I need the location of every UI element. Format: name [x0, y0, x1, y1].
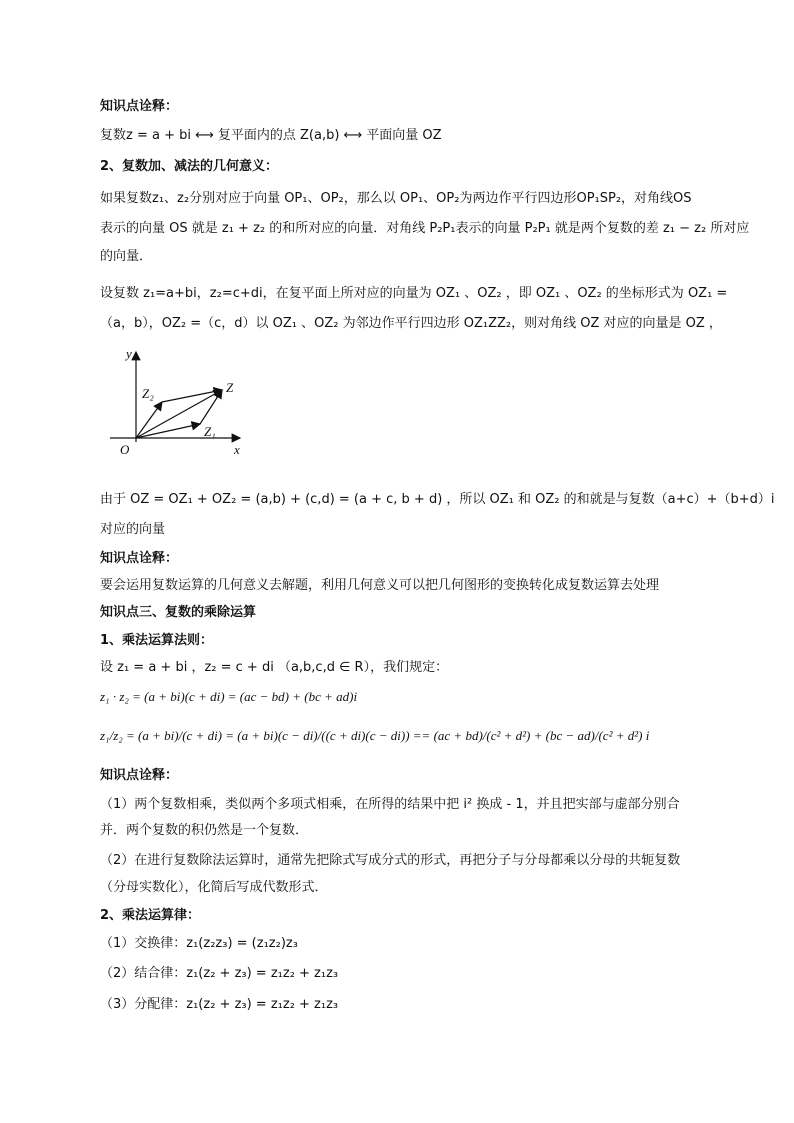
text-line: 如果复数z₁、z₂分别对应于向量 OP₁、OP₂，那么以 OP₁、OP₂为两边作平行四边形OP₁SP₂，对角线OS — [100, 191, 692, 206]
vector-oz1 — [136, 424, 200, 438]
section-heading: 知识点三、复数的乘除运算 — [100, 605, 257, 620]
point-label-z: Z — [226, 380, 234, 395]
vector-diagram — [100, 342, 260, 462]
text-line: 设复数 z₁=a+bi，z₂=c+di，在复平面上所对应的向量为 OZ₁ 、OZ₂ ，即 OZ₁ 、OZ₂ 的坐标形式为 OZ₁ = — [100, 286, 728, 301]
axis-label-y: y — [126, 346, 132, 361]
section-heading: 2、复数加、减法的几何意义： — [100, 159, 279, 174]
point-label-z1: Z₁ — [204, 424, 216, 439]
formula-line: z₁/z₂ = (a + bi)/(c + di) = (a + bi)(c − di)/((c + di)(c − di)) == (ac + bd)/(c² + d²) + (bc − ad)/(c² + d²) i — [100, 728, 650, 743]
text-line: （1）两个复数相乘，类似两个多项式相乘，在所得的结果中把 i² 换成 - 1，并且把实部与虚部分别合 — [100, 797, 680, 812]
text-line: （a，b），OZ₂ =（c，d）以 OZ₁ 、OZ₂ 为邻边作平行四边形 OZ₁ZZ₂，则对角线 OZ 对应的向量是 OZ ， — [100, 316, 722, 331]
text-line: 设 z₁ = a + bi ，z₂ = c + di （a,b,c,d ∈ R），我们规定： — [100, 660, 449, 675]
section-label: 知识点诠释： — [100, 99, 179, 114]
text-line: （1）交换律：z₁(z₂z₃) = (z₁z₂)z₃ — [100, 936, 298, 951]
axis-label-x: x — [234, 442, 240, 457]
text-line: 由于 OZ = OZ₁ + OZ₂ = (a,b) + (c,d) = (a + c, b + d) ，所以 OZ₁ 和 OZ₂ 的和就是与复数（a+c）+（b+d）i — [100, 492, 775, 507]
subsection-heading: 2、乘法运算律： — [100, 908, 201, 923]
text-line: 的向量． — [100, 249, 153, 264]
text-line: （2）在进行复数除法运算时，通常先把除式写成分式的形式，再把分子与分母都乘以分母的共轭复数 — [100, 853, 681, 868]
subsection-heading: 1、乘法运算法则： — [100, 633, 214, 648]
text-line: 复数z = a + bi ⟷ 复平面内的点 Z(a,b) ⟷ 平面向量 OZ — [100, 128, 442, 143]
parallelogram-figure — [100, 342, 260, 462]
text-line: 表示的向量 OS 就是 z₁ + z₂ 的和所对应的向量．对角线 P₂P₁表示的向量 P₂P₁ 就是两个复数的差 z₁ − z₂ 所对应 — [100, 221, 750, 236]
text-line: 对应的向量 — [100, 522, 166, 537]
text-line: （分母实数化），化简后写成代数形式． — [100, 880, 328, 895]
text-line: （2）结合律：z₁(z₂ + z₃) = z₁z₂ + z₁z₃ — [100, 966, 339, 981]
section-label: 知识点诠释： — [100, 551, 179, 566]
point-label-z2: Z₂ — [142, 386, 154, 401]
formula-line: z₁ · z₂ = (a + bi)(c + di) = (ac − bd) + (bc + ad)i — [100, 689, 358, 704]
text-line: （3）分配律：z₁(z₂ + z₃) = z₁z₂ + z₁z₃ — [100, 997, 339, 1012]
origin-label: O — [120, 442, 130, 457]
side-z1z — [200, 390, 222, 424]
side-z2z — [162, 390, 222, 402]
text-line: 要会运用复数运算的几何意义去解题，利用几何意义可以把几何图形的变换转化成复数运算去处理 — [100, 578, 660, 593]
text-line: 并．两个复数的积仍然是一个复数． — [100, 823, 309, 838]
section-label: 知识点诠释： — [100, 768, 179, 783]
